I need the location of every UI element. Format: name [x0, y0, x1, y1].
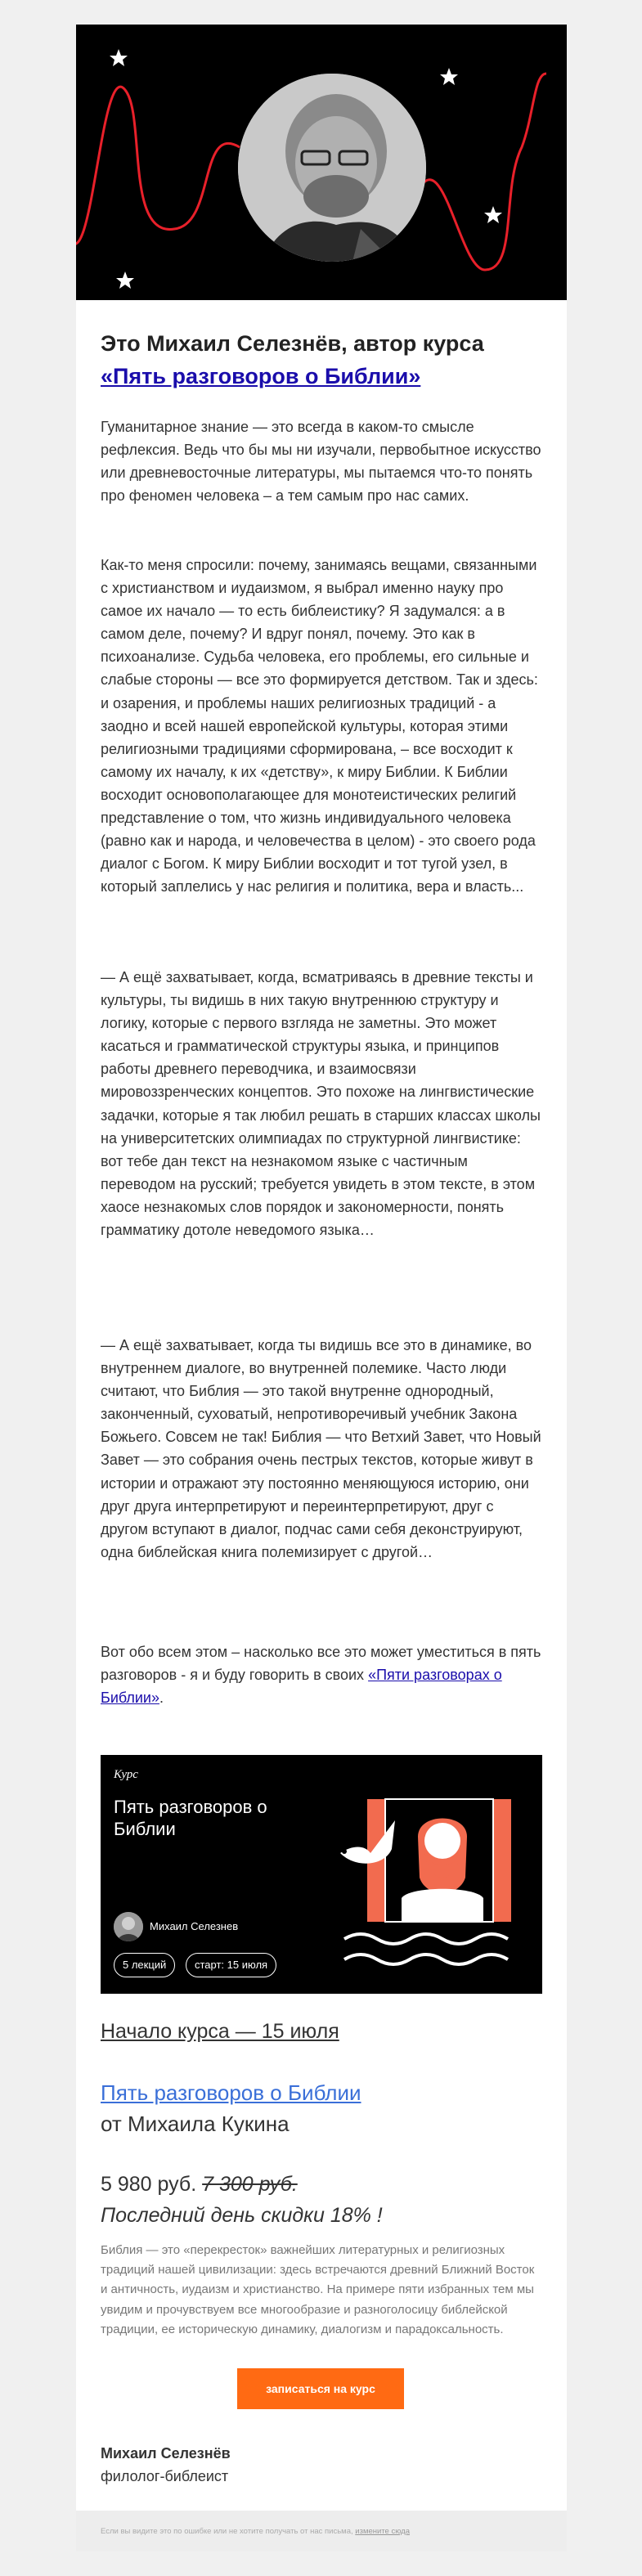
star-icon: [440, 68, 458, 85]
closing-course-link[interactable]: «Пяти разговорах о Библии»: [101, 1667, 502, 1707]
course-description: Библия — это «перекресток» важнейших литературных и религиозных традиций нашей цивилизации: здесь встречаются древний Ближний Восток и античность, иудаизм и христианство. На примере пяти избранных тем мы увидим и прочувствуем все многообразие и разноголосицу библейской традиции, ее историческую динамику, диалогизм и парадоксальность.: [101, 2243, 535, 2336]
price-line: [101, 2173, 298, 2197]
banner-author-avatar: [114, 1912, 143, 1941]
star-icon: [110, 49, 128, 66]
footer-notice: Если вы видите это по ошибке или не хотите получать от нас письма,: [101, 2527, 356, 2536]
price-old: 7 300 руб.: [202, 2173, 298, 2196]
enroll-button[interactable]: записаться на курс: [237, 2368, 404, 2409]
hero-banner: [76, 25, 567, 300]
closing-paragraph: [101, 1640, 542, 1709]
footer-text: [101, 2527, 410, 2536]
author-portrait: [238, 74, 426, 262]
price-new: 5 980 руб.: [101, 2173, 197, 2196]
email-body: [76, 25, 567, 2551]
paragraph-3: — А ещё захватывает, когда, всматриваясь в древние тексты и культуры, ты видишь в них такую внутреннюю структуру и логику, которые с первого взгляда не заметны. Это может касаться и грамматической структуры языка, и принципов работы древнего переводчика, и взаимосвязи мировоззренческих концептов. Это похоже на лингвистические задачки, которые я так любил решать в старших классах школы на университетских олимпиадах по структурной лингвистике: вот тебе дан текст на незнакомом языке с частичным переводом на русский; требуется увидеть в этом тексте, в этом хаосе незнакомых слов порядок и закономерности, понять грамматику дотоле неведомого языка…: [101, 969, 541, 1239]
headline-course-link[interactable]: «Пять разговоров о Библии»: [101, 364, 421, 388]
signature-name: Михаил Селезнёв: [101, 2445, 231, 2462]
headline-intro: Это Михаил Селезнёв, автор курса: [101, 331, 484, 356]
avatar-icon: [114, 1912, 143, 1941]
paragraph-1: Гуманитарное знание — это всегда в каком-то смысле рефлексия. Ведь что бы мы ни изучали, первобытное искусство или древневосточные литературы, мы пытаемся что-то понять про феномен человека – а тем самым про нас самих.: [101, 419, 541, 505]
banner-pill-lectures: 5 лекций: [114, 1953, 175, 1977]
footer: [76, 2511, 567, 2551]
banner-author-name: Михаил Селезнев: [150, 1920, 239, 1932]
course-banner[interactable]: [101, 1755, 542, 1994]
paragraph-4: — А ещё захватывает, когда ты видишь все это в динамике, во внутреннем диалоге, во внутренней полемике. Часто люди считают, что Библия — это такой внутренне однородный, законченный, суховатый, непротиворечивый учебник Закона Божьего. Совсем не так! Библия — что Ветхий Завет, что Новый Завет — это собрания очень пестрых текстов, которые живут в истории и отражают эту постоянно меняющуюся историю, они друг друга интерпретируют и переинтерпретируют, друг с другом вступают в диалог, подчас сами себя деконструируют, одна библейская книга полемизирует с другой…: [101, 1337, 541, 1560]
headline: [101, 327, 542, 393]
closing-end: .: [159, 1690, 164, 1707]
discount-note: Последний день скидки 18% !: [101, 2204, 383, 2227]
star-icon: [116, 272, 134, 289]
course-title-link[interactable]: Пять разговоров о Библии: [101, 2080, 361, 2105]
closing-text: Вот обо всем этом – насколько все это может уместиться в пять разговоров - я и буду говорить в своих: [101, 1644, 541, 1684]
banner-illustration: [320, 1755, 542, 1994]
banner-pill-start: старт: 15 июля: [186, 1953, 276, 1977]
banner-title: Пять разговоров о Библии: [114, 1797, 267, 1839]
paragraph-2: Как-то меня спросили: почему, занимаясь вещами, связанными с христианством и иудаизмом, я выбрал именно науку про самое их начало — то есть библеистику? Я задумался: а в самом деле, почему? И вдруг понял, почему. Это как в психоанализе. Судьба человека, его проблемы, его сильные и слабые стороны — все это формируется детством. Так и здесь: и озарения, и проблемы наших религиозных традиций - а заодно и всей нашей европейской культуры, которая этими религиозными традициями сформирована, – все восходит к самому их началу, к их «детству», к миру Библии. К Библии восходит основополагающее для монотеистических религий представление о том, что жизнь индивидуального человека (равно как и народа, и человечества в целом) - это своего рода диалог с Богом. К миру Библии восходит и тот тугой узел, в который заплелись у нас религия и политика, вера и власть...: [101, 557, 538, 895]
signature-role: филолог-библеист: [101, 2468, 229, 2484]
banner-label: Курс: [114, 1768, 138, 1781]
portrait-icon: [238, 74, 426, 262]
course-start-date[interactable]: Начало курса — 15 июля: [101, 2020, 339, 2043]
course-author: от Михаила Кукина: [101, 2112, 290, 2136]
footer-unsubscribe-link[interactable]: измените сюда: [355, 2527, 410, 2536]
star-icon: [484, 206, 502, 223]
